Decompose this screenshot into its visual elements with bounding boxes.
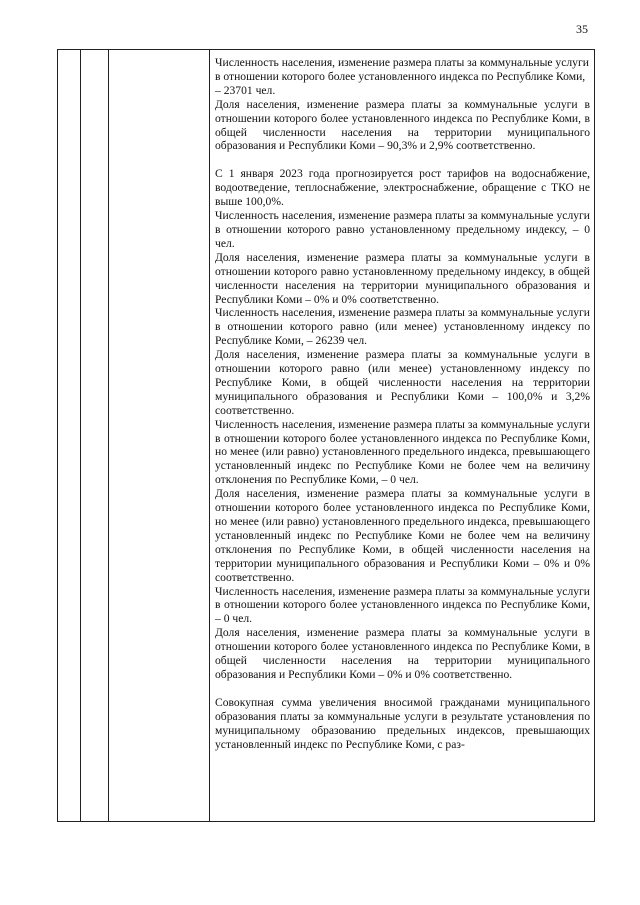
paragraph-gap — [215, 153, 590, 167]
paragraph: Доля населения, изменение размера платы за коммунальные услуги в отношении которого равно установленному предельному индексу, в общей численности населения на территории муниципального образования и Республики Коми – 0% и 0% соответственно. — [215, 250, 590, 306]
column-divider — [80, 50, 81, 821]
paragraph: Доля населения, изменение размера платы за коммунальные услуги в отношении которого более установленного индекса по Республике Коми, но менее (или равно) установленного предельного индекса, превышающего установленный индекс по Республике Коми не более чем на величину отклонения по Республике Коми, в общей численности населения на территории муниципального образования и Республики Коми – 0% и 0% соответственно. — [215, 487, 590, 584]
column-divider — [108, 50, 109, 821]
paragraph: Численность населения, изменение размера платы за коммунальные услуги в отношении которого более установленного индекса по Республике Коми, но менее (или равно) установленного предельного индекса, превышающего установленный индекс по Республике Коми не более чем на величину отклонения по Республике Коми, – 0 чел. — [215, 417, 590, 487]
paragraph: Численность населения, изменение размера платы за коммунальные услуги в отношении которого равно (или менее) установленному индексу по Республике Коми, – 26239 чел. — [215, 306, 590, 348]
paragraph: Совокупная сумма увеличения вносимой гражданами муниципального образования платы за коммунальные услуги в результате установления по муниципальному образованию предельных индексов, превышающих установленный индекс по Республике Коми, с раз- — [215, 695, 590, 751]
column-divider — [209, 50, 210, 821]
text-cell — [215, 56, 590, 752]
paragraph: Доля населения, изменение размера платы за коммунальные услуги в отношении которого более установленного индекса по Республике Коми, в общей численности населения на территории муниципального образования и Республики Коми – 90,3% и 2,9% соответственно. — [215, 97, 590, 153]
page-number: 35 — [576, 22, 588, 36]
paragraph: Численность населения, изменение размера платы за коммунальные услуги в отношении которого равно установленному предельному индексу, – 0 чел. — [215, 209, 590, 250]
paragraph: Численность населения, изменение размера платы за коммунальные услуги в отношении которого более установленного индекса по Республике Коми, – 0 чел. — [215, 584, 590, 626]
document-table — [57, 49, 595, 822]
paragraph-gap — [215, 682, 590, 696]
paragraph: Численность населения, изменение размера платы за коммунальные услуги в отношении которого более установленного индекса по Республике Коми, – 23701 чел. — [215, 56, 589, 97]
paragraph: Доля населения, изменение размера платы за коммунальные услуги в отношении которого более установленного индекса по Республике Коми, в общей численности населения на территории муниципального образования и Республики Коми – 0% и 0% соответственно. — [215, 626, 590, 681]
paragraph: Доля населения, изменение размера платы за коммунальные услуги в отношении которого равно (или менее) установленному индексу по Республике Коми, в общей численности населения на территории муниципального образования и Республики Коми – 100,0% и 3,2% соответственно. — [215, 348, 590, 417]
paragraph: С 1 января 2023 года прогнозируется рост тарифов на водоснабжение, водоотведение, теплоснабжение, электроснабжение, обращение с ТКО не выше 100,0%. — [215, 167, 590, 209]
